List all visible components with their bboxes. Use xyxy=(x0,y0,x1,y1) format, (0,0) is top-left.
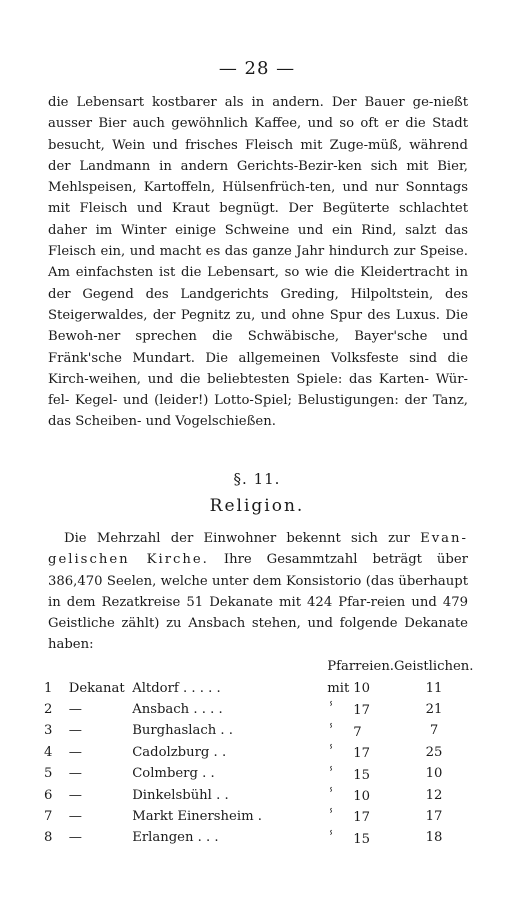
row-dekanat: — xyxy=(68,766,82,782)
row-pfarreien xyxy=(327,677,394,698)
row-number: 6 xyxy=(44,787,53,803)
table-row xyxy=(44,763,474,784)
row-place: Colmberg . . xyxy=(132,766,215,782)
row-number: 8 xyxy=(44,830,53,846)
row-dekanat: — xyxy=(68,723,82,739)
row-place: Markt Einersheim . xyxy=(132,808,262,824)
row-pfarreien xyxy=(327,806,394,827)
row-pfarreien-value: 17 xyxy=(353,703,371,719)
row-mark: ⸯ xyxy=(327,703,335,719)
row-mark: ⸯ xyxy=(327,767,335,783)
header-geistlichen: Geistlichen. xyxy=(394,659,474,675)
table-row xyxy=(44,742,474,763)
row-mark: ⸯ xyxy=(327,724,335,740)
table-row xyxy=(44,677,474,698)
row-pfarreien xyxy=(327,699,394,720)
header-pfarreien: Pfarreien. xyxy=(327,659,395,675)
row-number: 7 xyxy=(44,808,53,824)
row-pfarreien xyxy=(327,720,394,741)
header-empty-dekanat xyxy=(69,656,132,677)
row-pfarreien xyxy=(327,827,394,848)
row-mark: mit xyxy=(327,680,350,696)
row-pfarreien-value: 17 xyxy=(353,746,371,762)
row-mark: ⸯ xyxy=(327,831,335,847)
intro-spaced-text: Evan-gelischen Kirche. xyxy=(48,531,468,568)
row-place: Dinkelsbühl . . xyxy=(132,787,229,803)
row-geistlichen: 11 xyxy=(425,680,443,696)
table-row xyxy=(44,699,474,720)
row-geistlichen: 17 xyxy=(425,808,443,824)
row-place: Altdorf . . . . . xyxy=(132,680,221,696)
row-pfarreien xyxy=(327,784,394,805)
intro-text-before: Die Mehrzahl der Einwohner bekennt sich zur xyxy=(64,531,410,546)
row-number: 3 xyxy=(44,723,53,739)
header-empty-place xyxy=(132,656,327,677)
row-mark: ⸯ xyxy=(327,746,335,762)
row-pfarreien-value: 10 xyxy=(353,680,371,696)
row-dekanat: — xyxy=(68,808,82,824)
row-pfarreien-value: 7 xyxy=(353,724,362,740)
row-number: 2 xyxy=(44,701,53,717)
table-header-row xyxy=(44,656,474,677)
row-place: Ansbach . . . . xyxy=(132,701,223,717)
header-empty-num xyxy=(44,656,69,677)
row-dekanat: — xyxy=(68,787,82,803)
row-geistlichen: 21 xyxy=(425,701,443,717)
table-row xyxy=(44,806,474,827)
body-paragraph: die Lebensart kostbarer als in andern. Der Bauer ge-nießt ausser Bier auch gewöhnlich Kaffee, und so oft er die Stadt besucht, Wein und frisches Fleisch mit Zuge-müß, während der Landmann in andern Gerichts-Bezir-ken sich mit Bier, Mehlspeisen, Kartoffeln, Hülsenfrüch-ten, und nur Sonntags mit Fleisch und Kraut begnügt. Der Begüterte schlachtet daher im Winter einige Schweine und ein Rind, salzt das Fleisch ein, und macht es das ganze Jahr hindurch zur Speise. Am einfachsten ist die Lebensart, so wie die Kleidertracht in der Gegend des Landgerichts Greding, Hilpoltstein, des Steigerwaldes, der Pegnitz zu, und ohne Spur des Luxus. Die Bewoh-ner sprechen die Schwäbische, Bayer'sche und Fränk'sche Mundart. Die allgemeinen Volksfeste sind die Kirch-weihen, und die beliebtesten Spiele: das Karten- Wür-fel- Kegel- und (leider!) Lotto-Spiel; Belustigungen: der Tanz, das Scheiben- und Vogelschießen. xyxy=(48,95,468,430)
row-place: Erlangen . . . xyxy=(132,830,219,846)
table-row xyxy=(44,827,474,848)
row-pfarreien-value: 15 xyxy=(353,831,371,847)
section-number: §. 11. xyxy=(233,470,281,488)
deanery-table xyxy=(44,656,474,849)
page-number: — 28 — xyxy=(218,58,296,79)
row-number: 5 xyxy=(44,766,53,782)
row-pfarreien xyxy=(327,763,394,784)
row-pfarreien-value: 15 xyxy=(353,767,371,783)
row-dekanat: — xyxy=(68,701,82,717)
row-pfarreien-value: 10 xyxy=(353,789,371,805)
row-pfarreien xyxy=(327,742,394,763)
row-number: 1 xyxy=(44,680,53,696)
row-pfarreien-value: 17 xyxy=(353,810,371,826)
row-dekanat: — xyxy=(68,830,82,846)
row-number: 4 xyxy=(44,744,53,760)
row-place: Burghaslach . . xyxy=(132,723,233,739)
row-geistlichen: 18 xyxy=(425,830,443,846)
intro-text-after: Ihre Gesammtzahl beträgt über 386,470 Seelen, welche unter dem Konsistorio (das überhaupt in dem Rezatkreise 51 Dekanate mit 424 Pfar-reien und 479 Geistliche zählt) zu Ansbach stehen, und folgende Dekanate haben: xyxy=(48,552,468,653)
row-dekanat: Dekanat xyxy=(68,680,125,696)
table-row xyxy=(44,784,474,805)
table-body xyxy=(44,677,474,848)
row-geistlichen: 25 xyxy=(425,744,443,760)
row-mark: ⸯ xyxy=(327,810,335,826)
row-geistlichen: 10 xyxy=(425,766,443,782)
row-geistlichen: 7 xyxy=(429,723,439,739)
row-geistlichen: 12 xyxy=(425,787,443,803)
row-place: Cadolzburg . . xyxy=(132,744,227,760)
table-row xyxy=(44,720,474,741)
section-intro-paragraph xyxy=(48,528,468,656)
row-dekanat: — xyxy=(68,744,82,760)
row-mark: ⸯ xyxy=(327,789,335,805)
section-title: Religion. xyxy=(209,496,305,516)
